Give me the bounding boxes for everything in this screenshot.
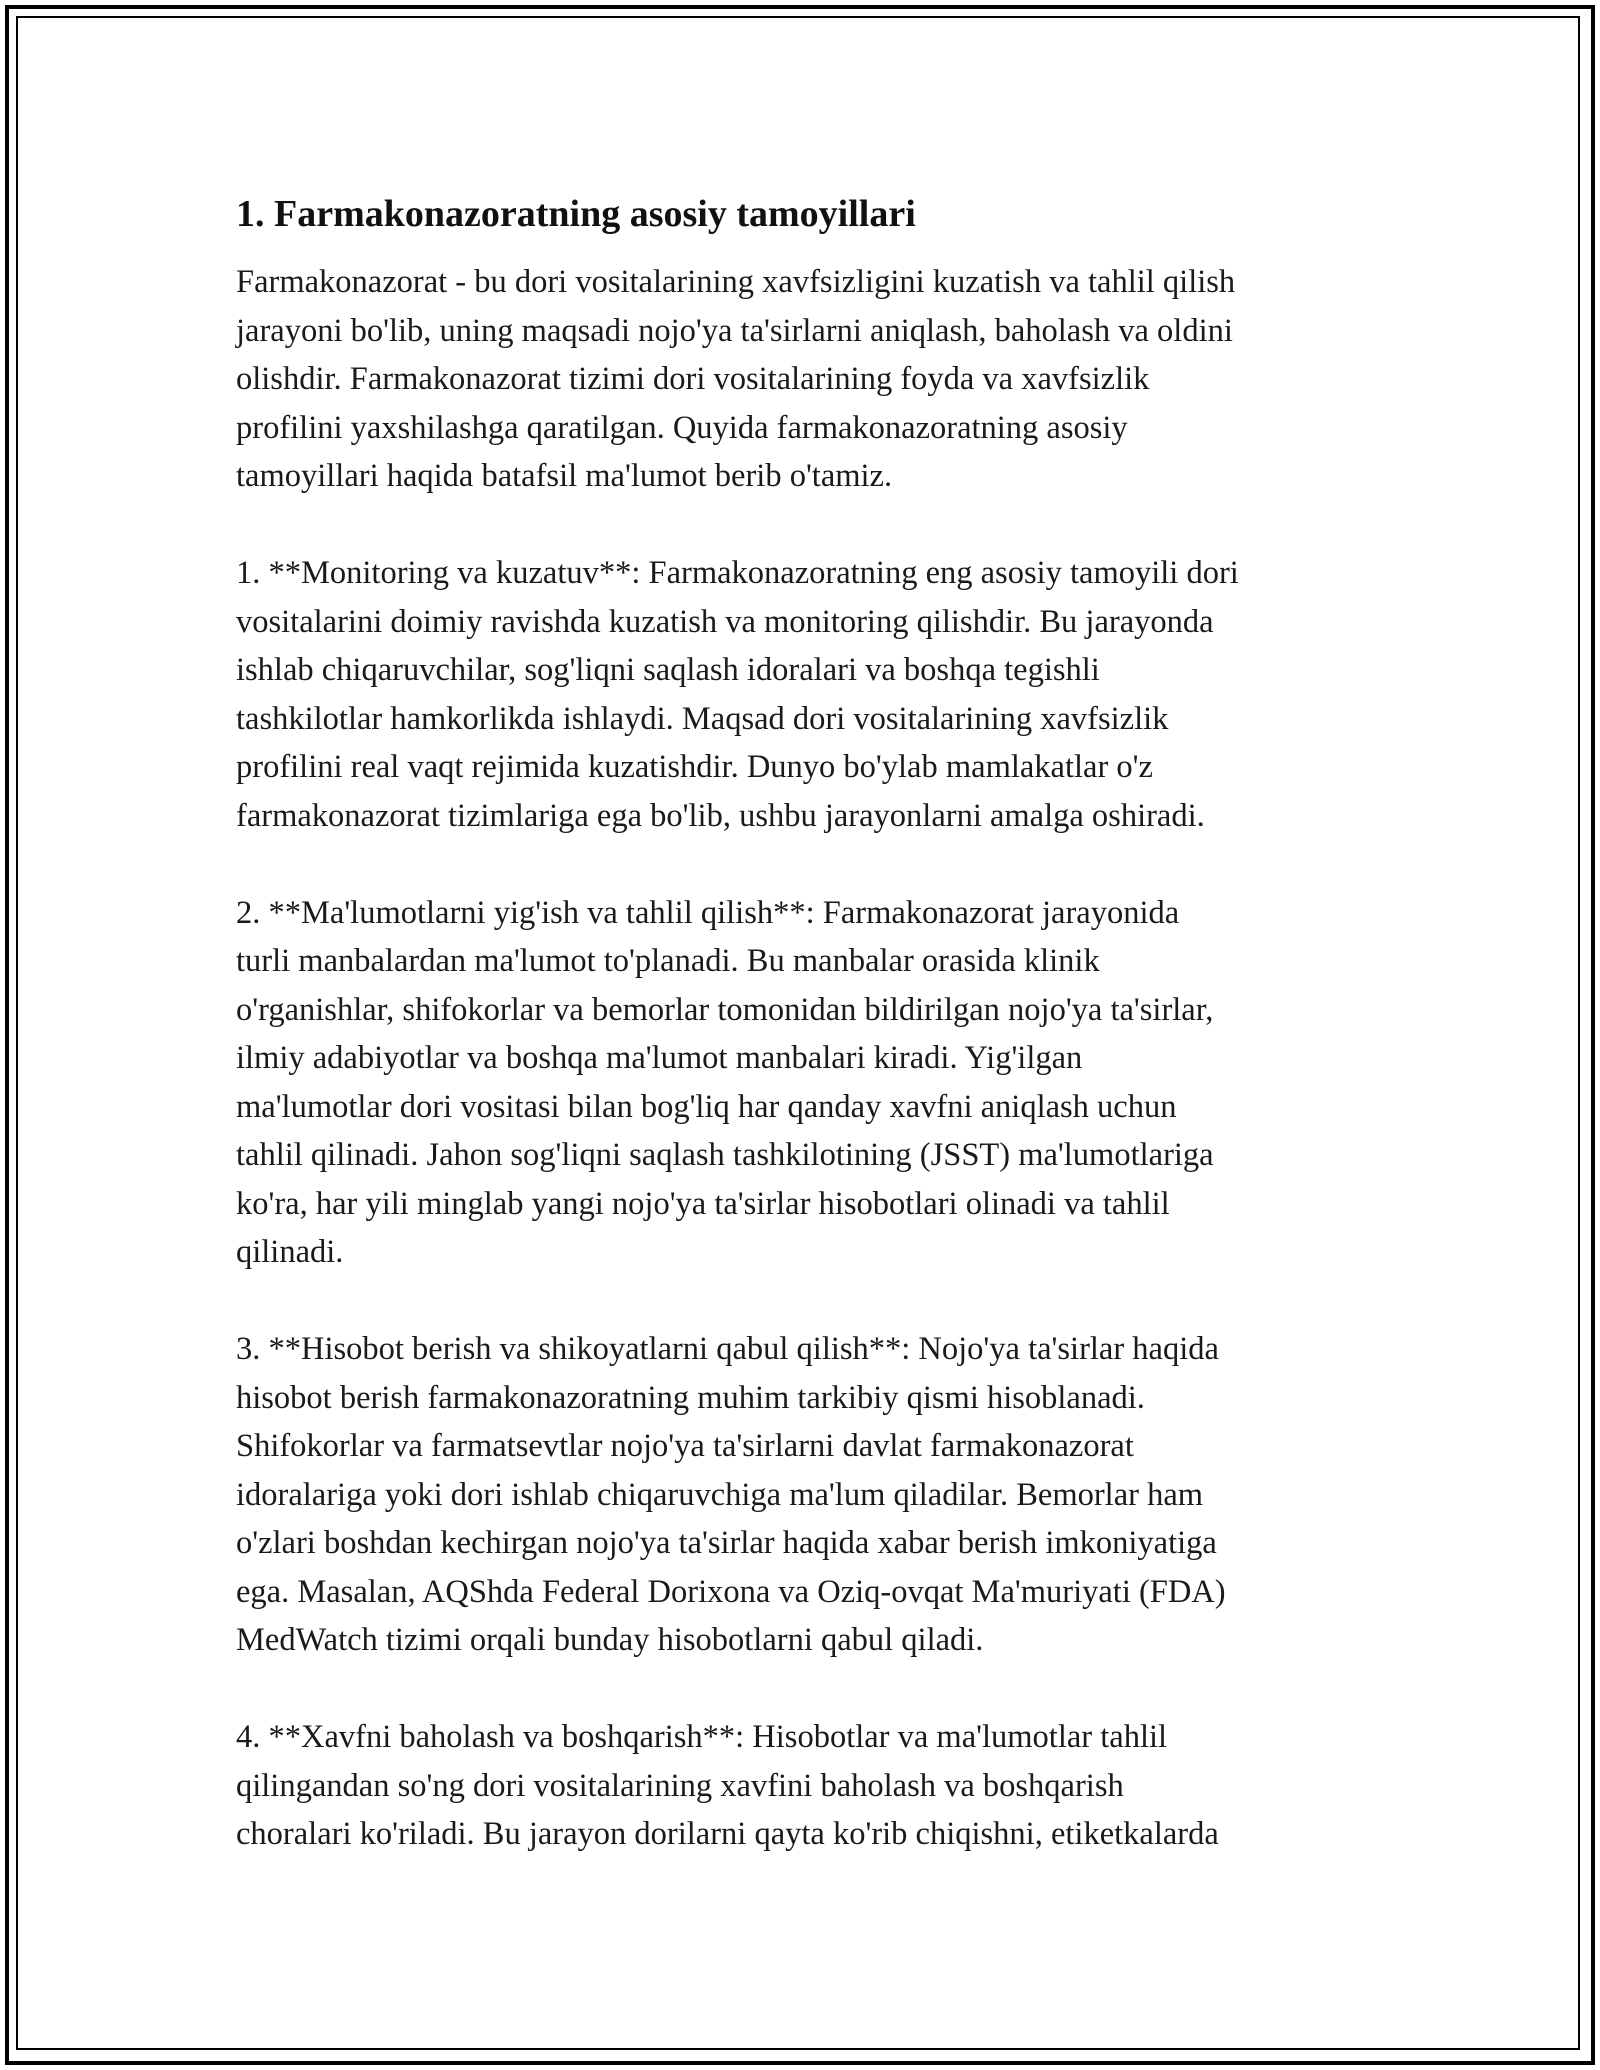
section-title: 1. Farmakonazoratning asosiy tamoyillari xyxy=(236,193,916,235)
paragraph-monitoring: 1. **Monitoring va kuzatuv**: Farmakonazoratning eng asosiy tamoyili dori vositalarini doimiy ravishda kuzatish va monitoring qilishdir. Bu jarayonda ishlab chiqaruvchilar, sog'liqni saqlash idoralari va boshqa tegishli tashkilotlar hamkorlikda ishlaydi. Maqsad dori vositalarining xavfsizlik profilini real vaqt rejimida kuzatishdir. Dunyo bo'ylab mamlakatlar o'z farmakonazorat tizimlariga ega bo'lib, ushbu jarayonlarni amalga oshiradi. xyxy=(236,555,1239,834)
intro-paragraph: Farmakonazorat - bu dori vositalarining xavfsizligini kuzatish va tahlil qilish jarayoni bo'lib, uning maqsadi nojo'ya ta'sirlarni aniqlash, baholash va oldini olishdir. Farmakonazorat tizimi dori vositalarining foyda va xavfsizlik profilini yaxshilashga qaratilgan. Quyida farmakonazoratning asosiy tamoyillari haqida batafsil ma'lumot berib o'tamiz. xyxy=(236,264,1236,494)
paragraph-reporting: 3. **Hisobot berish va shikoyatlarni qabul qilish**: Nojo'ya ta'sirlar haqida hisobot berish farmakonazoratning muhim tarkibiy qismi hisoblanadi. Shifokorlar va farmatsevtlar nojo'ya ta'sirlarni davlat farmakonazorat idoralariga yoki dori ishlab chiqaruvchiga ma'lum qiladilar. Bemorlar ham o'zlari boshdan kechirgan nojo'ya ta'sirlar haqida xabar berish imkoniyatiga ega. Masalan, AQShda Federal Dorixona va Oziq-ovqat Ma'muriyati (FDA) MedWatch tizimi orqali bunday hisobotlarni qabul qiladi. xyxy=(236,1331,1226,1658)
paragraph-risk-assessment: 4. **Xavfni baholash va boshqarish**: Hisobotlar va ma'lumotlar tahlil qilingandan so'ng dori vositalarining xavfini baholash va boshqarish choralari ko'riladi. Bu jarayon dorilarni qayta ko'rib chiqishni, etiketkalarda xyxy=(236,1719,1219,1852)
paragraph-data-collection: 2. **Ma'lumotlarni yig'ish va tahlil qilish**: Farmakonazorat jarayonida turli manbalardan ma'lumot to'planadi. Bu manbalar orasida klinik o'rganishlar, shifokorlar va bemorlar tomonidan bildirilgan nojo'ya ta'sirlar, ilmiy adabiyotlar va boshqa ma'lumot manbalari kiradi. Yig'ilgan ma'lumotlar dori vositasi bilan bog'liq har qanday xavfni aniqlash uchun tahlil qilinadi. Jahon sog'liqni saqlash tashkilotining (JSST) ma'lumotlariga ko'ra, har yili minglab yangi nojo'ya ta'sirlar hisobotlari olinadi va tahlil qilinadi. xyxy=(236,894,1214,1270)
document-body xyxy=(236,186,1376,1907)
